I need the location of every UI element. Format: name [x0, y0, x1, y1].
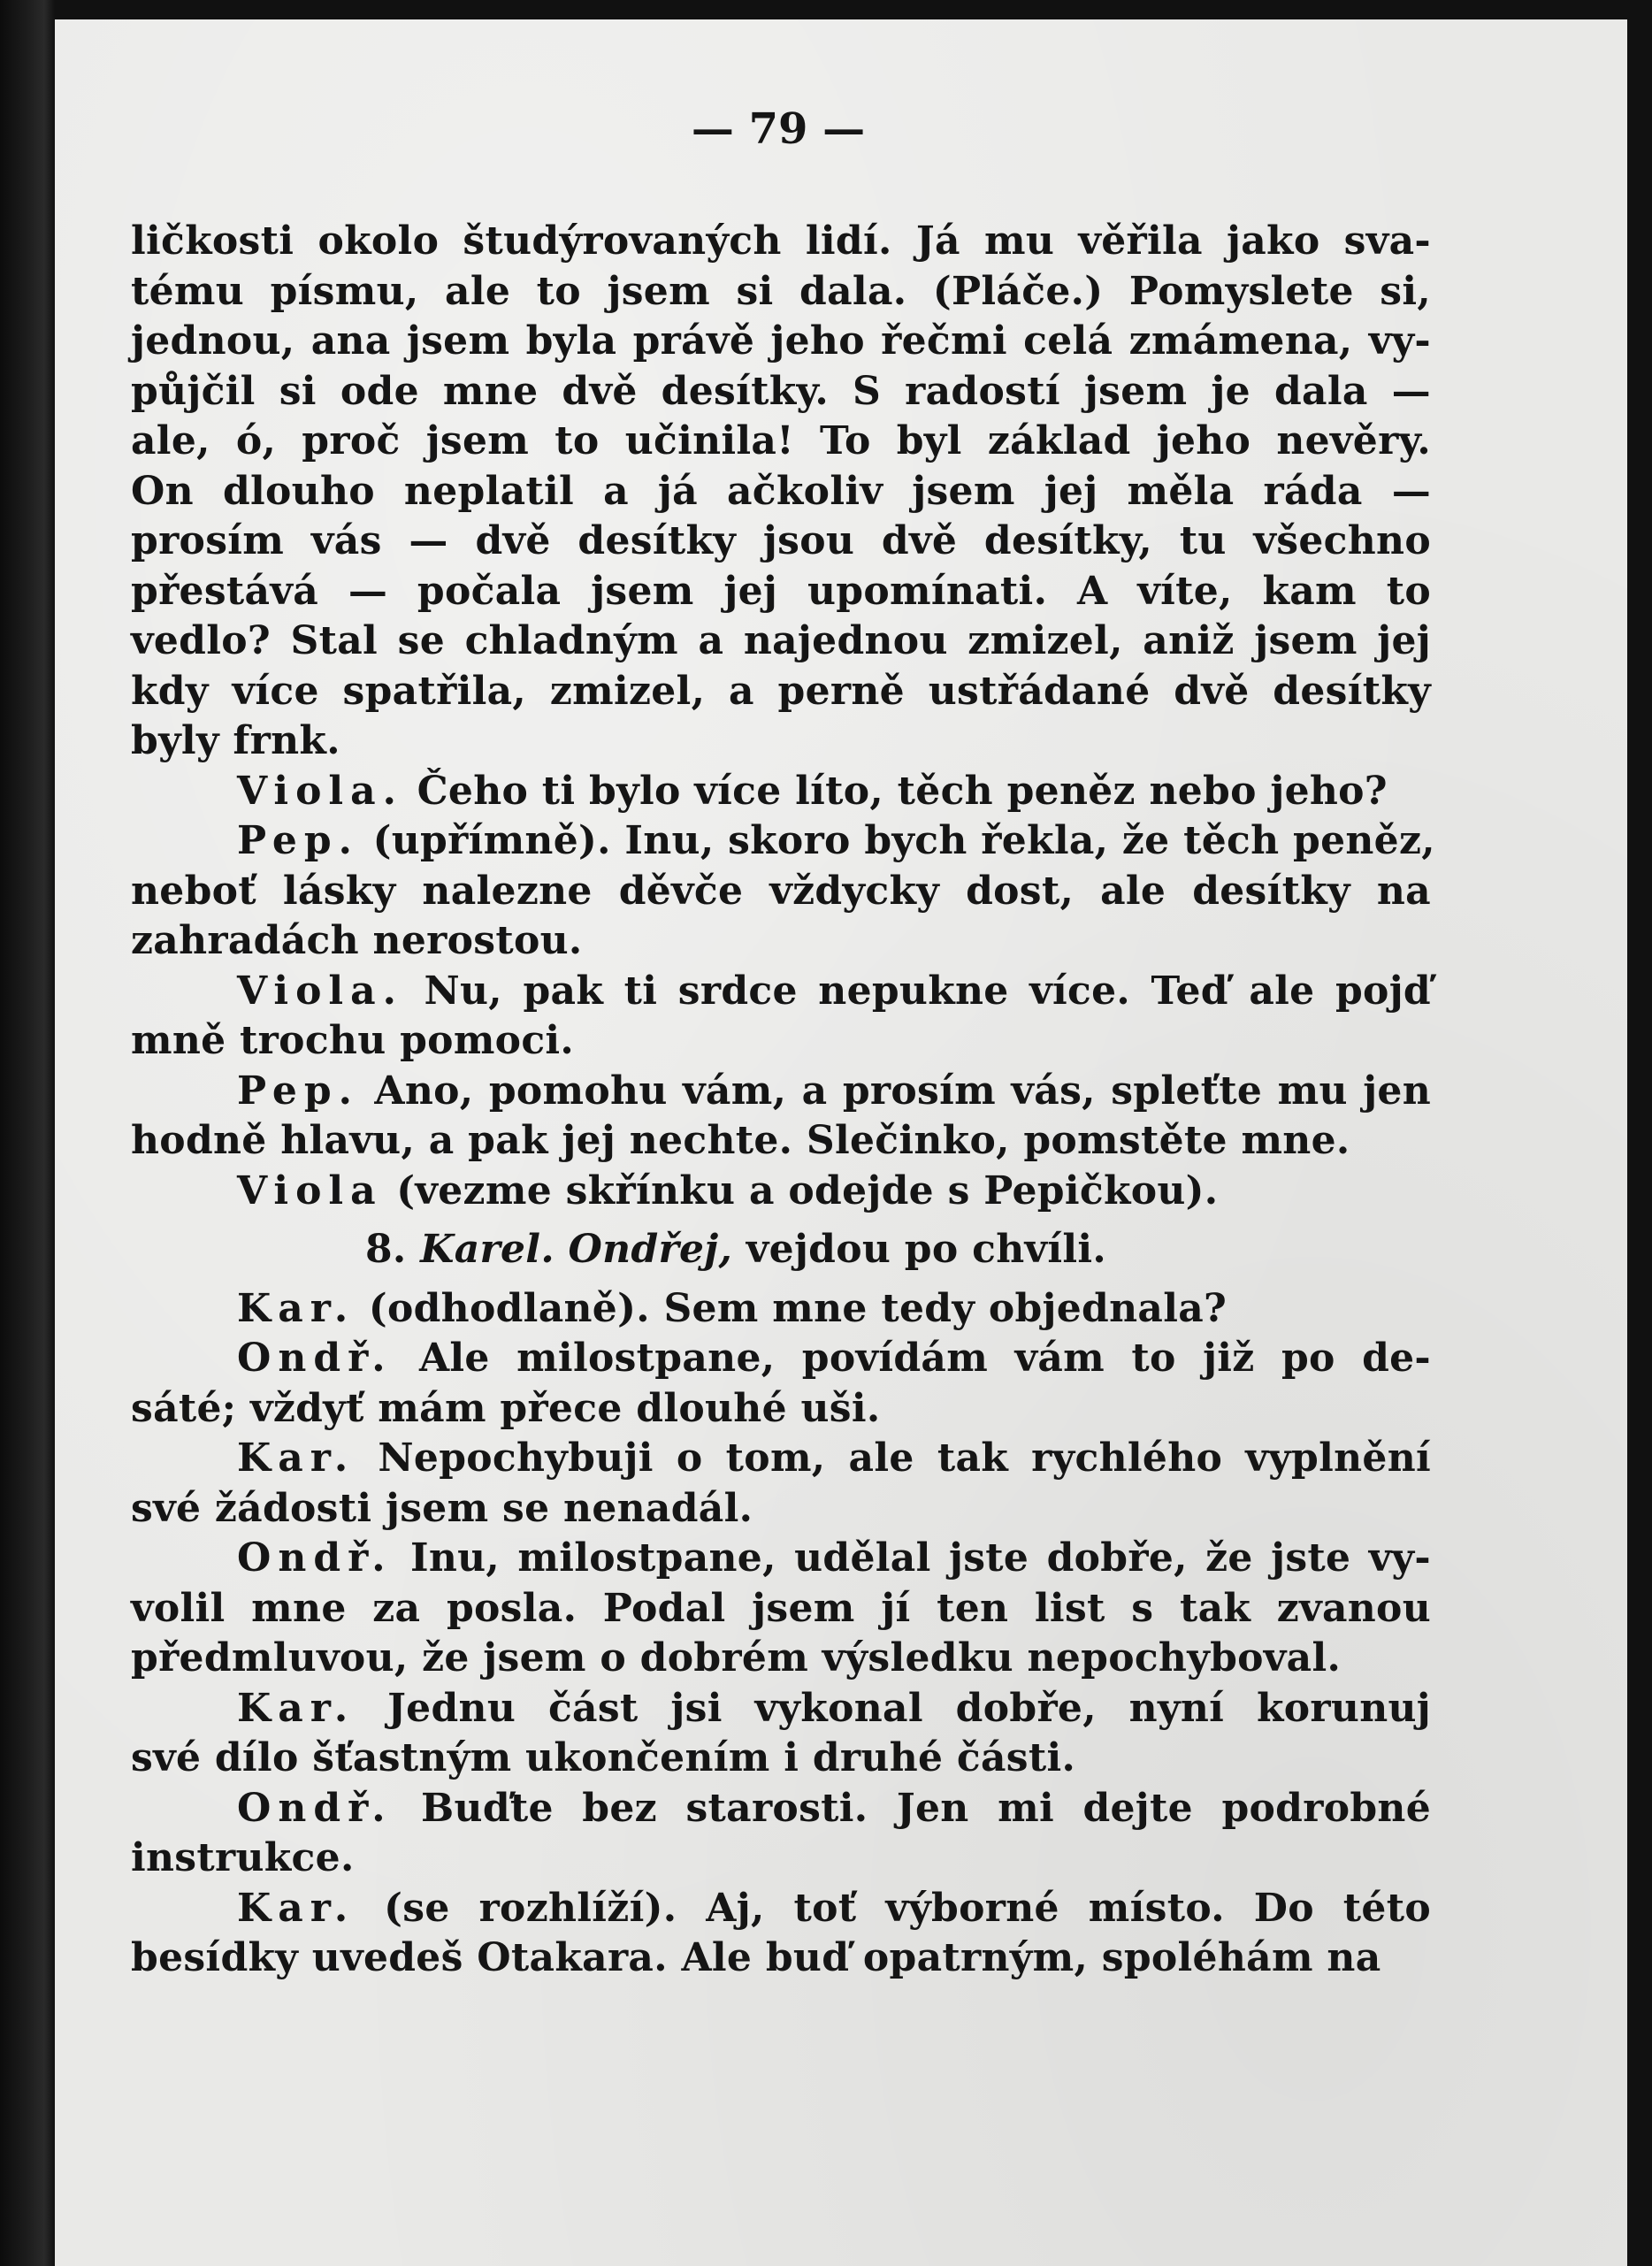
scene-heading — [131, 1225, 1431, 1275]
speaker-name: Viola. — [237, 968, 403, 1014]
dialogue-line — [131, 1067, 1431, 1117]
dialogue-line — [131, 1534, 1431, 1584]
dialogue-text: své žádosti jsem se nenadál. — [131, 1485, 753, 1531]
dialogue-line — [131, 1734, 1431, 1784]
dialogue-text: Jednu část jsi vykonal dobře, nyní korunuj — [387, 1685, 1431, 1731]
dialogue-line — [131, 816, 1435, 867]
text-line: prosím vás — dvě desítky jsou dvě desítky, tu všechno — [131, 518, 1431, 563]
page-number: — 79 — — [691, 104, 866, 154]
speaker-name: Kar. — [237, 1285, 356, 1331]
dialogue-text: předmluvou, že jsem o dobrém výsledku nepochyboval. — [131, 1635, 1342, 1680]
dialogue-text: besídky uvedeš Otakara. Ale buď opatrným, spoléhám na — [131, 1935, 1381, 1980]
speaker-name: Kar. — [237, 1685, 356, 1731]
dialogue-line — [131, 767, 1431, 817]
dialogue-text: Inu, milostpane, udělal jste dobře, že jste vy- — [409, 1535, 1431, 1581]
text-line: půjčil si ode mne dvě desítky. S radostí jsem je dala — — [131, 368, 1431, 414]
dialogue-text: Nu, pak ti srdce nepukne více. Teď ale pojď — [424, 968, 1431, 1014]
dialogue-text: hodně hlavu, a pak jej nechte. Slečinko, pomstěte mne. — [131, 1118, 1350, 1163]
dialogue-text: své dílo šťastným ukončením i druhé části. — [131, 1735, 1076, 1780]
speaker-name: Ondř. — [237, 1336, 393, 1381]
text-line: On dlouho neplatil a já ačkoliv jsem jej měla ráda — — [131, 468, 1431, 514]
dialogue-text: Čeho ti bylo více líto, těch peněz nebo jeho? — [417, 768, 1388, 814]
dialogue-line — [131, 1884, 1431, 1934]
dialogue-text: Ano, pomohu vám, a prosím vás, spleťte mu jen — [374, 1068, 1431, 1114]
text-line: ličkosti okolo študýrovaných lidí. Já mu věřila jako sva- — [131, 218, 1431, 264]
dialogue-line — [131, 916, 1431, 967]
dialogue-text: mně trochu pomoci. — [131, 1018, 575, 1063]
speaker-name: Kar. — [237, 1885, 356, 1931]
dialogue-line — [131, 1484, 1431, 1535]
speaker-name: Pep. — [237, 1068, 359, 1114]
dialogue-text: (odhodlaně). Sem mne tedy objednala? — [368, 1285, 1228, 1331]
text-line: kdy více spatřila, zmizel, a perně ustřádané dvě desítky — [131, 668, 1431, 714]
scene-number: 8. — [365, 1227, 407, 1272]
dialogue-line — [131, 1584, 1431, 1634]
dialogue-text: (vezme skřínku a odejde s Pepičkou). — [396, 1167, 1219, 1213]
text-line: jednou, ana jsem byla právě jeho řečmi celá zmámena, vy- — [131, 318, 1431, 364]
speaker-name: Ondř. — [237, 1535, 393, 1581]
dialogue-text: neboť lásky nalezne děvče vždycky dost, ale desítky na — [131, 868, 1431, 914]
dialogue-text: (upřímně). Inu, skoro bych řekla, že těch peněz, — [372, 818, 1435, 863]
speaker-name: Kar. — [237, 1435, 356, 1481]
dialogue-text: instrukce. — [131, 1835, 355, 1880]
dialogue-line — [131, 867, 1431, 917]
text-line: ale, ó, proč jsem to učinila! To byl základ jeho nevěry. — [131, 418, 1431, 463]
scene-direction: vejdou po chvíli. — [746, 1227, 1107, 1272]
text-line: vedlo? Stal se chladným a najednou zmizel, aniž jsem jej — [131, 618, 1431, 663]
speaker-name: Viola. — [237, 768, 403, 814]
dialogue-line — [131, 967, 1431, 1017]
dialogue-line — [131, 1116, 1431, 1167]
dialogue-line — [131, 1434, 1431, 1484]
text-line: tému písmu, ale to jsem si dala. (Pláče.) Pomyslete si, — [131, 268, 1431, 314]
dialogue-text: zahradách nerostou. — [131, 918, 583, 963]
dialogue-line — [131, 1634, 1431, 1684]
dialogue-line — [131, 1833, 1431, 1884]
speaker-name: Ondř. — [237, 1785, 393, 1831]
dialogue-line — [131, 1167, 1431, 1217]
dialogue-block-1 — [131, 767, 1435, 1217]
speaker-name: Pep. — [237, 818, 359, 863]
book-spine-shadow — [0, 0, 55, 2266]
dialogue-text: sáté; vždyť mám přece dlouhé uši. — [131, 1385, 881, 1431]
dialogue-line — [131, 1016, 1431, 1067]
prose-block — [131, 217, 1431, 767]
page-text — [131, 217, 1435, 1984]
speaker-name: Viola — [237, 1167, 383, 1213]
dialogue-text: (se rozhlíží). Aj, toť výborné místo. Do této — [384, 1885, 1431, 1931]
dialogue-line — [131, 1933, 1431, 1984]
dialogue-line — [131, 1284, 1431, 1335]
scene-characters: Karel. Ondřej, — [420, 1227, 733, 1272]
text-line: přestává — počala jsem jej upomínati. A víte, kam to — [131, 568, 1431, 614]
dialogue-line — [131, 1784, 1431, 1834]
dialogue-text: Nepochybuji o tom, ale tak rychlého vyplnění — [378, 1435, 1431, 1481]
dialogue-line — [131, 1334, 1431, 1384]
dialogue-text: Buďte bez starosti. Jen mi dejte podrobné — [421, 1785, 1431, 1831]
text-line: byly frnk. — [131, 718, 340, 763]
dialogue-text: volil mne za posla. Podal jsem jí ten list s tak zvanou — [131, 1585, 1431, 1631]
dialogue-line — [131, 1684, 1431, 1734]
dialogue-line — [131, 1384, 1431, 1435]
dialogue-block-2 — [131, 1284, 1431, 1984]
dialogue-text: Ale milostpane, povídám vám to již po de- — [418, 1336, 1431, 1381]
